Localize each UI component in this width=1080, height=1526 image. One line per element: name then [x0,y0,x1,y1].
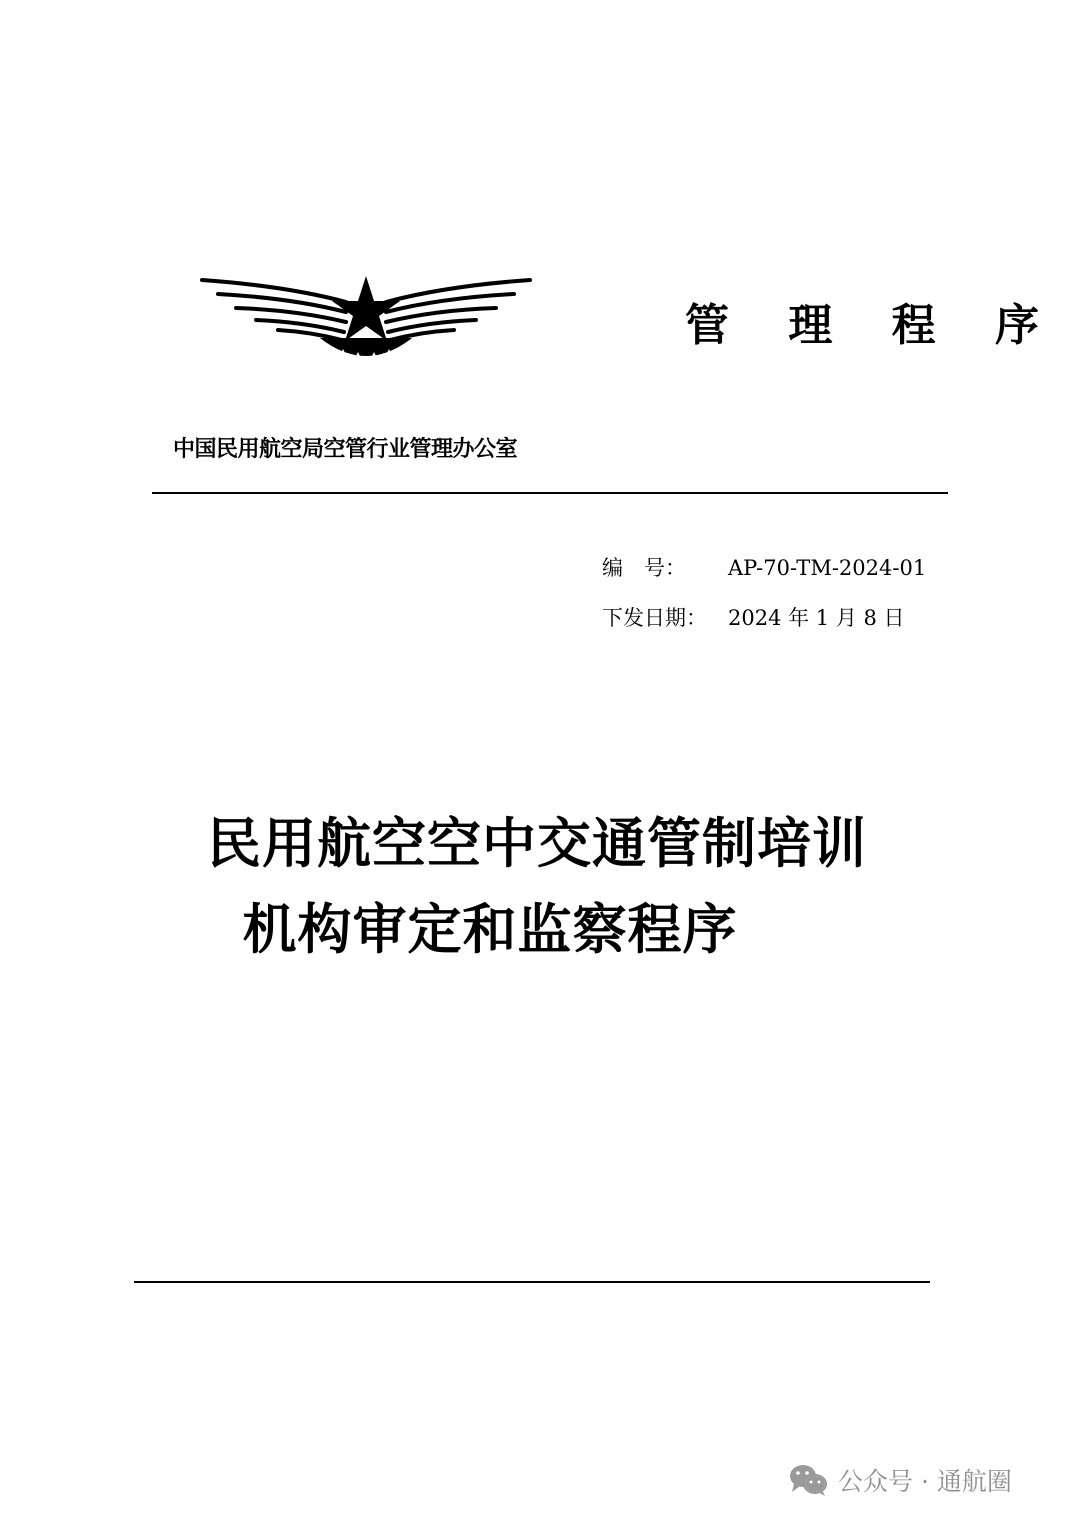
watermark-text: 公众号 · 通航圈 [838,1467,1012,1496]
footer-divider [134,1281,930,1283]
document-title-line-2: 机构审定和监察程序 [242,897,738,961]
document-number-label: 编 号： [602,556,686,580]
issue-date-row [602,601,905,635]
document-number-row [602,551,926,585]
issuing-authority: 中国民用航空局空管行业管理办公室 [173,437,518,462]
document-title [0,800,1080,972]
wechat-watermark [788,1460,1012,1500]
document-number-value: AP-70-TM-2024-01 [728,556,927,580]
document-title-line-1: 民用航空空中交通管制培训 [207,811,867,875]
document-type-heading: 管 理 程 序 [685,300,1061,351]
issue-date-label: 下发日期： [602,606,707,630]
wechat-icon [788,1462,828,1498]
issue-date-value: 2024 年 1 月 8 日 [728,606,905,630]
header-divider [152,492,948,494]
caac-emblem-logo [196,272,536,372]
